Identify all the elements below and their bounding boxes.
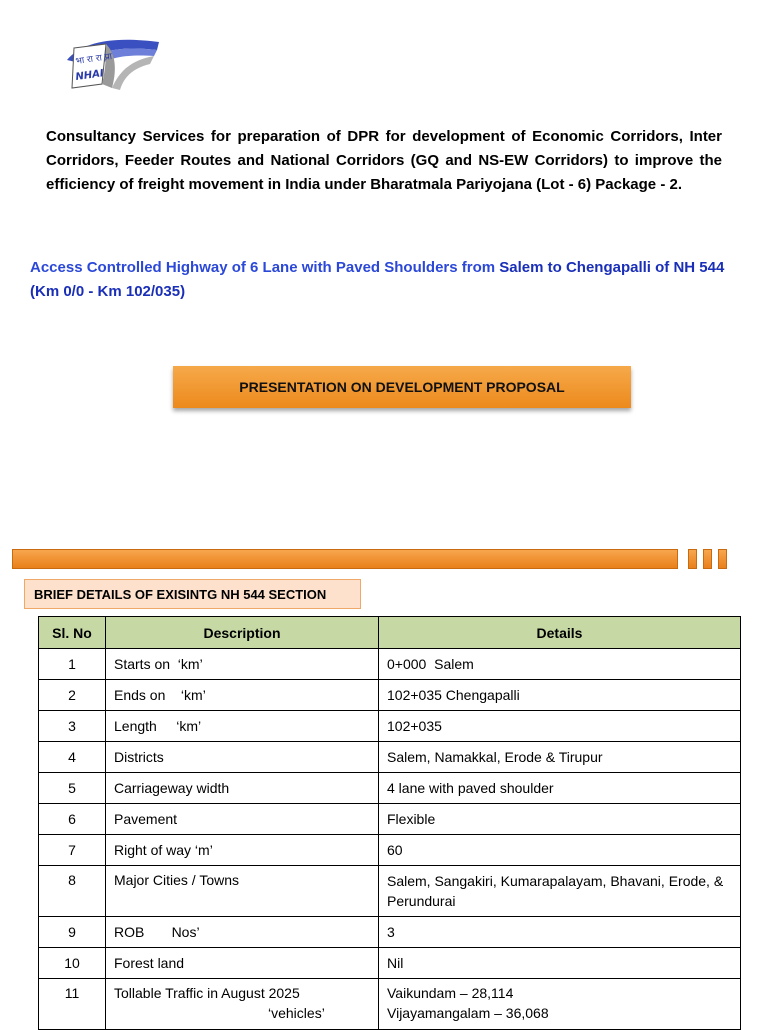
row-description: Major Cities / Towns (106, 866, 379, 917)
row-number: 11 (39, 979, 106, 1030)
row-details: Salem, Namakkal, Erode & Tirupur (379, 742, 741, 773)
row-number: 6 (39, 804, 106, 835)
subtitle-part-2: Salem to Chengapalli of NH 544 (Km 0/0 - Km 102/035) (30, 259, 725, 300)
row-description: Carriageway width (106, 773, 379, 804)
row-details: 60 (379, 835, 741, 866)
divider-block (703, 549, 712, 569)
details-table (38, 616, 741, 1030)
row-number: 9 (39, 917, 106, 948)
project-subtitle (30, 256, 750, 304)
row-number: 4 (39, 742, 106, 773)
row-description: Length ‘km’ (106, 711, 379, 742)
row-details-line-1: Vaikundam – 28,114 (387, 985, 514, 1001)
row-details: Nil (379, 948, 741, 979)
header-details: Details (379, 617, 741, 649)
row-description: Forest land (106, 948, 379, 979)
row-number: 8 (39, 866, 106, 917)
divider-bar (12, 549, 678, 569)
row-details: 102+035 (379, 711, 741, 742)
row-description-line-2: ‘vehicles’ (268, 1005, 325, 1021)
row-number: 5 (39, 773, 106, 804)
row-number: 2 (39, 680, 106, 711)
table-row (39, 835, 741, 866)
row-details: 0+000 Salem (379, 649, 741, 680)
table-row (39, 649, 741, 680)
table-row (39, 979, 741, 1030)
table-row (39, 773, 741, 804)
section-heading: BRIEF DETAILS OF EXISINTG NH 544 SECTION (24, 579, 361, 609)
divider-block (718, 549, 727, 569)
row-description (106, 979, 379, 1030)
row-details: Salem, Sangakiri, Kumarapalayam, Bhavani, Erode, & Perundurai (379, 866, 741, 917)
row-description: Right of way ‘m’ (106, 835, 379, 866)
row-description: ROB Nos’ (106, 917, 379, 948)
table-row (39, 711, 741, 742)
table-row (39, 948, 741, 979)
row-number: 10 (39, 948, 106, 979)
row-number: 3 (39, 711, 106, 742)
row-description-line-1: Tollable Traffic in August 2025 (114, 985, 300, 1001)
svg-text:NHAI: NHAI (74, 68, 105, 83)
row-description: Ends on ‘km’ (106, 680, 379, 711)
divider-blocks (688, 549, 727, 569)
subtitle-part-1: Access Controlled Highway of 6 Lane with Paved Shoulders from (30, 259, 500, 276)
row-details-line-2: Vijayamangalam – 36,068 (387, 1005, 549, 1021)
presentation-banner: PRESENTATION ON DEVELOPMENT PROPOSAL (173, 366, 631, 408)
header-sl-no: Sl. No (39, 617, 106, 649)
row-description: Districts (106, 742, 379, 773)
table-row (39, 804, 741, 835)
table-row (39, 680, 741, 711)
svg-text:भा रा रा प्रा: भा रा रा प्रा (75, 51, 113, 67)
row-description: Pavement (106, 804, 379, 835)
table-row (39, 866, 741, 917)
row-details: 4 lane with paved shoulder (379, 773, 741, 804)
row-details: 3 (379, 917, 741, 948)
row-details (379, 979, 741, 1030)
row-number: 1 (39, 649, 106, 680)
project-description: Consultancy Services for preparation of DPR for development of Economic Corridors, Inter Corridors, Feeder Routes and National Corridors (GQ and NS-EW Corridors) to improve the efficiency of freight movement in India under Bharatmala Pariyojana (Lot - 6) Package - 2. (46, 128, 722, 193)
header-description: Description (106, 617, 379, 649)
table-header-row (39, 617, 741, 649)
row-number: 7 (39, 835, 106, 866)
divider-block (688, 549, 697, 569)
row-details: 102+035 Chengapalli (379, 680, 741, 711)
table-row (39, 742, 741, 773)
nhai-logo (62, 30, 162, 92)
row-description: Starts on ‘km’ (106, 649, 379, 680)
row-details: Flexible (379, 804, 741, 835)
table-row (39, 917, 741, 948)
